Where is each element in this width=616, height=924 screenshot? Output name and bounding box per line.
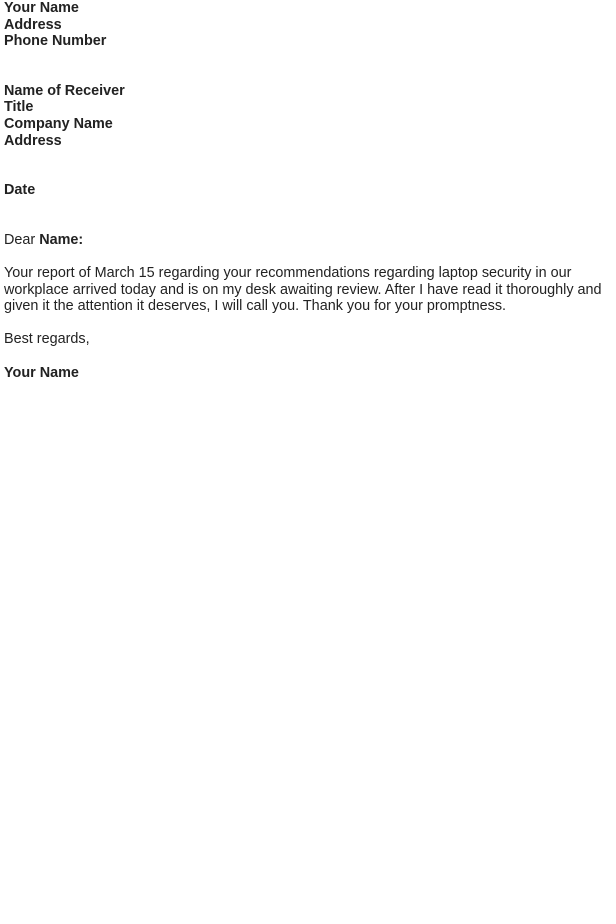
closing (4, 331, 612, 348)
signature-name: Your Name (4, 364, 79, 381)
sender-address: Address (4, 16, 62, 33)
receiver-name: Name of Receiver (4, 82, 125, 99)
receiver-address: Address (4, 132, 62, 149)
sender-block (4, 0, 612, 50)
body-line: workplace arrived today and is on my desk awaiting review. After I have read it thoroughly and (4, 281, 602, 298)
letter-date: Date (4, 182, 36, 199)
sender-name: Your Name (4, 0, 79, 16)
body-paragraph (4, 265, 608, 315)
salutation-name: Name: (39, 231, 84, 248)
receiver-block (4, 83, 612, 149)
closing-text: Best regards, (4, 331, 90, 348)
salutation (4, 232, 612, 249)
receiver-title: Title (4, 99, 34, 116)
sender-phone: Phone Number (4, 33, 107, 50)
salutation-greeting: Dear (4, 231, 36, 248)
date-block (4, 182, 612, 199)
body-line: given it the attention it deserves, I will call you. Thank you for your promptness. (4, 298, 507, 315)
signature (4, 365, 612, 382)
receiver-company: Company Name (4, 115, 113, 132)
body-line: Your report of March 15 regarding your recommendations regarding laptop security in our (4, 264, 572, 281)
letter-page (4, 0, 612, 381)
